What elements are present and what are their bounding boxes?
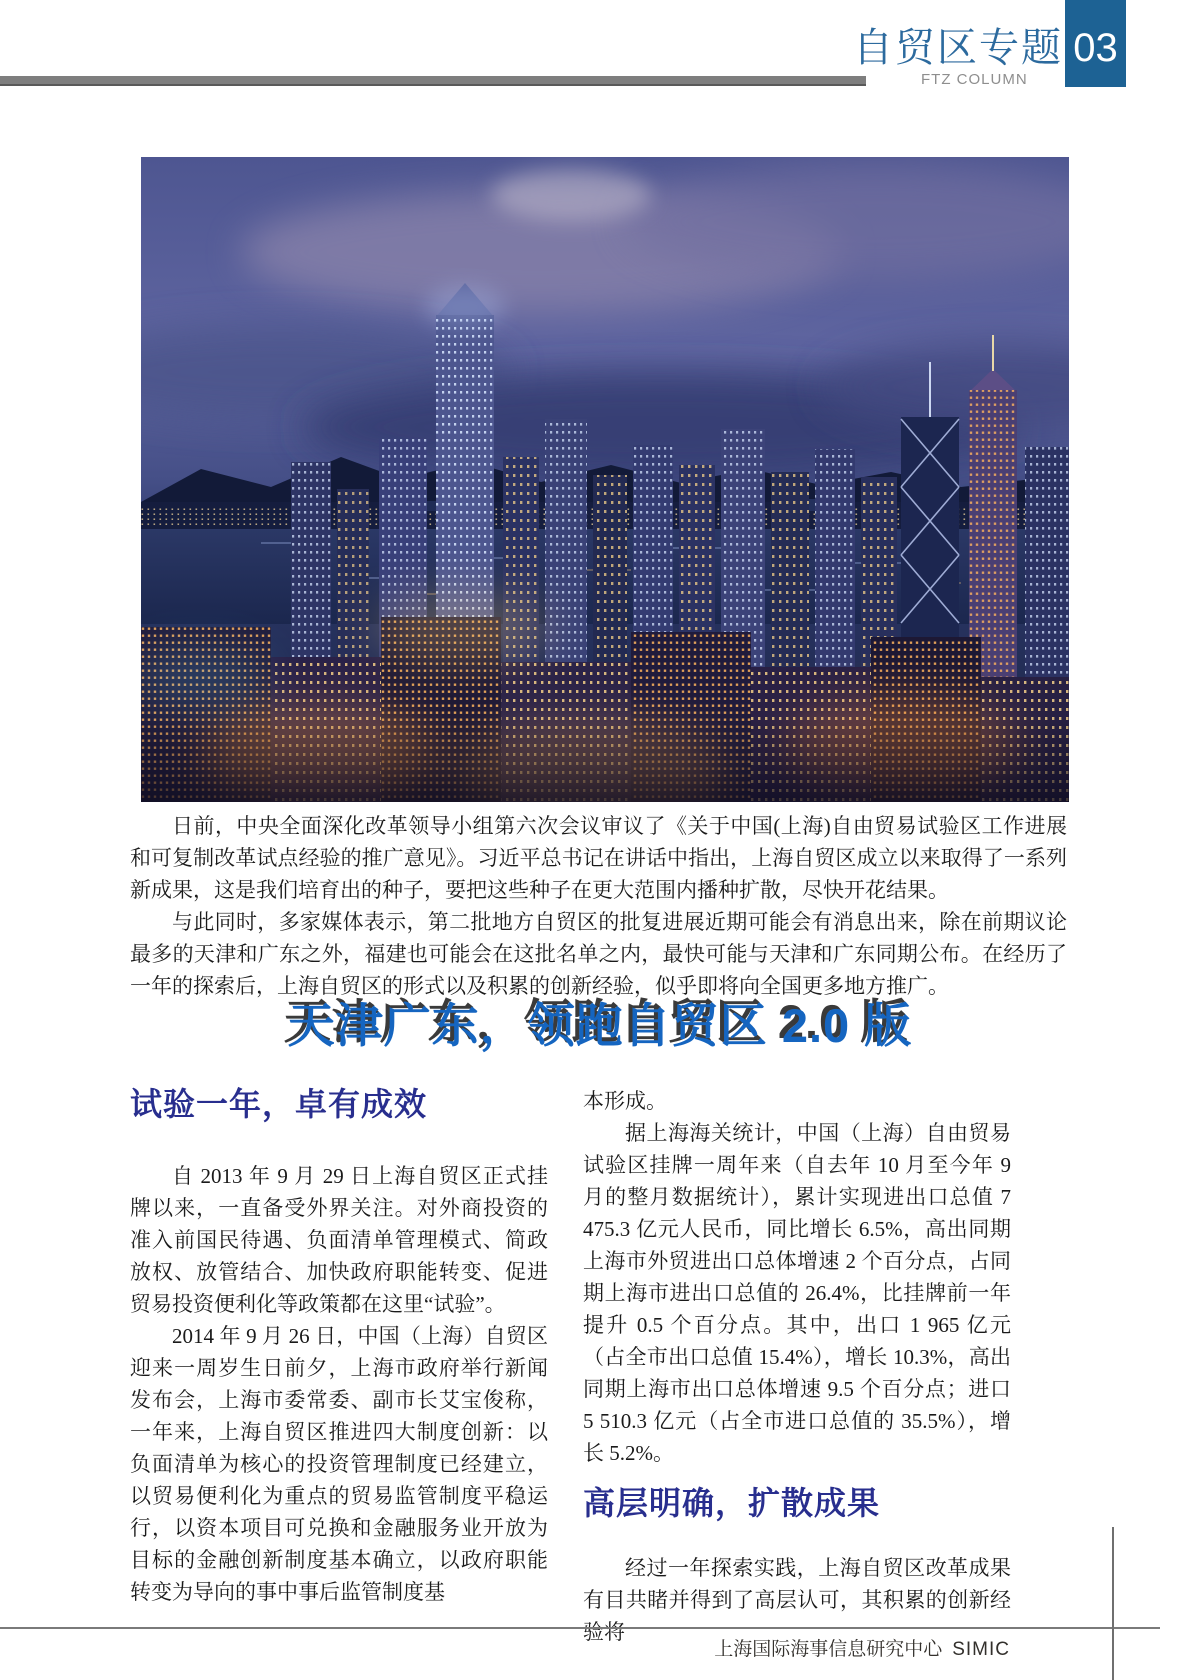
section-heading-high-level: 高层明确，扩散成果	[583, 1485, 881, 1521]
intro-paragraph-1: 日前，中央全面深化改革领导小组第六次会议审议了《关于中国(上海)自由贸易试验区工作进展和可复制改革试点经验的推广意见》。习近平总书记在讲话中指出，上海自贸区成立以来取得了一系列新成果，这是我们培育出的种子，要把这些种子在更大范围内播种扩散，尽快开花结果。	[130, 814, 1067, 902]
header-rule	[0, 76, 866, 86]
article-headline: 天津广东，领跑自贸区 2.0 版	[287, 999, 913, 1052]
footer-rule	[0, 1627, 1160, 1629]
left-paragraph-2: 2014 年 9 月 26 日，中国（上海）自贸区迎来一周岁生日前夕，上海市政府举行新闻发布会，上海市委常委、副市长艾宝俊称，一年来，上海自贸区推进四大制度创新：以负面清单为核心的投资管理制度已经建立，以贸易便利化为重点的贸易监管制度平稳运行，以资本项目可兑换和金融服务业开放为目标的金融创新制度基本确立，以政府职能转变为导向的事中事后监管制度基	[130, 1324, 548, 1604]
column-subtitle: FTZ COLUMN	[921, 71, 1028, 88]
page-number: 03	[1073, 26, 1118, 70]
intro-section	[130, 810, 1067, 1002]
footer	[714, 1634, 1010, 1661]
left-paragraph-1: 自 2013 年 9 月 29 日上海自贸区正式挂牌以来，一直备受外界关注。对外商投资的准入前国民待遇、负面清单管理模式、简政放权、放管结合、加快政府职能转变、促进贸易投资便利化等政策都在这里“试验”。	[130, 1164, 548, 1316]
intro-paragraph-2: 与此同时，多家媒体表示，第二批地方自贸区的批复进展近期可能会有消息出来，除在前期议论最多的天津和广东之外，福建也可能会在这批名单之内，最快可能与天津和广东同期公布。在经历了一年的探索后，上海自贸区的形式以及积累的创新经验，似乎即将向全国更多地方推广。	[130, 910, 1067, 998]
right-column	[583, 1085, 1011, 1648]
right-paragraph-2: 经过一年探索实践，上海自贸区改革成果有目共睹并得到了高层认可，其积累的创新经验将	[583, 1556, 1011, 1644]
footer-abbreviation: SIMIC	[952, 1639, 1010, 1660]
right-paragraph-1: 据上海海关统计，中国（上海）自由贸易试验区挂牌一周年来（自去年 10 月至今年 9 月的整月数据统计），累计实现进出口总值 7 475.3 亿元人民币，同比增长 6.5%，高出同期上海市外贸进出口总体增速 2 个百分点，占同期上海市进出口总值的 26.4%，比挂牌前一年提升 0.5 个百分点。其中，出口 1 965 亿元（占全市出口总值 15.4%），增长 10.3%，高出同期上海市出口总体增速 9.5 个百分点；进口 5 510.3 亿元（占全市进口总值的 35.5%），增长 5.2%。	[583, 1121, 1011, 1465]
page-number-badge	[1065, 0, 1126, 87]
left-column	[130, 1085, 548, 1608]
right-lead-continuation: 本形成。	[583, 1089, 667, 1113]
footer-vertical-rule	[1112, 1527, 1114, 1680]
footer-organization: 上海国际海事信息研究中心	[714, 1639, 943, 1660]
harbour-night-photo-graphic	[141, 157, 1069, 802]
harbour-night-photo	[141, 157, 1069, 802]
column-title: 自贸区专题	[853, 26, 1063, 70]
section-heading-trial-year: 试验一年，卓有成效	[130, 1086, 428, 1122]
